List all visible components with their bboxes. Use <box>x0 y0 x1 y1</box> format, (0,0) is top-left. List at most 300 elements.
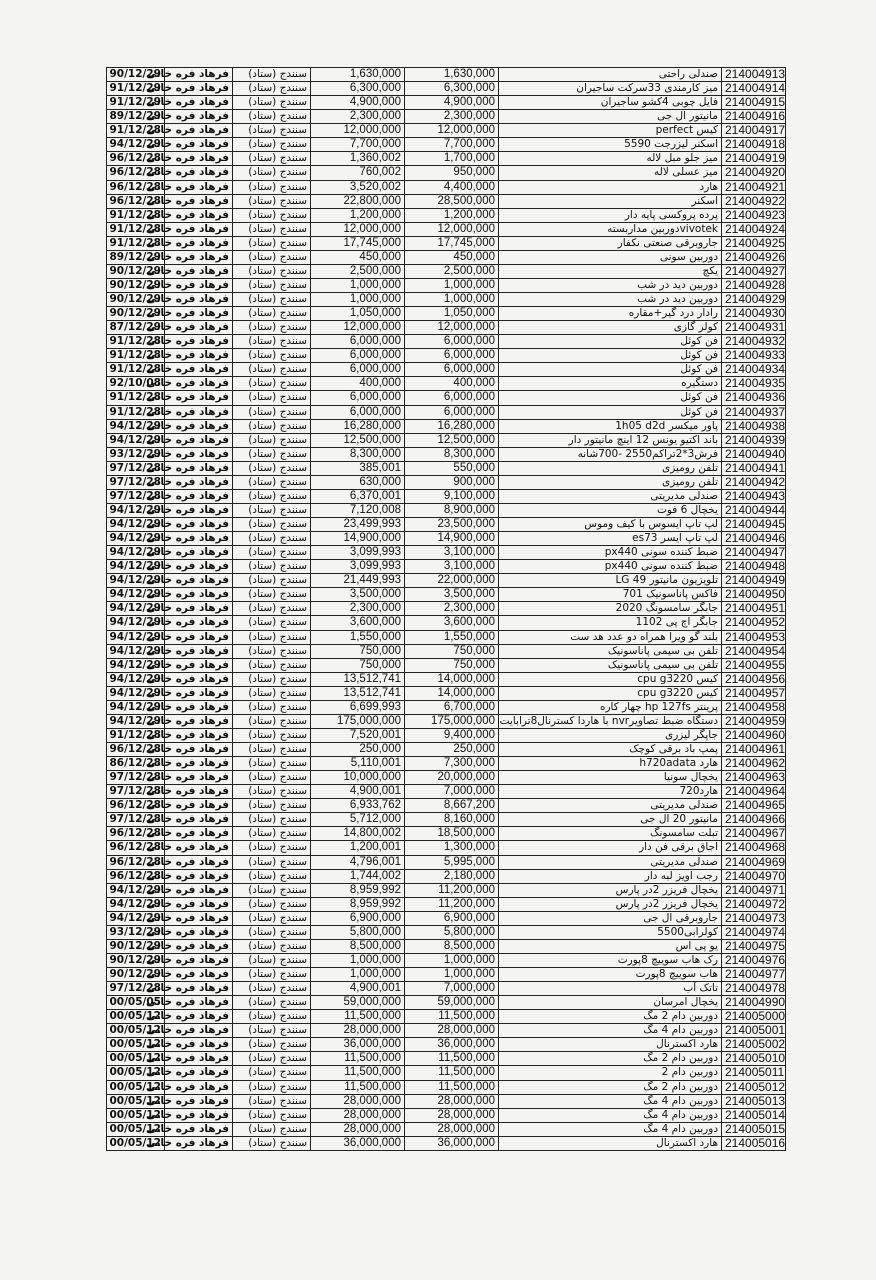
location-cell: سنندج (ستاد) <box>233 180 311 194</box>
location-cell: سنندج (ستاد) <box>233 503 311 517</box>
custodian-cell: فرهاد فره خانی <box>165 757 233 771</box>
purchase-value-cell: 550,000 <box>405 461 499 475</box>
table-row <box>107 925 786 939</box>
custodian-cell: فرهاد فره خانی <box>165 869 233 883</box>
acquisition-date-cell: 97/12/28 <box>107 475 165 489</box>
location-cell: سنندج (ستاد) <box>233 841 311 855</box>
custodian-cell: فرهاد فره خانی <box>165 953 233 967</box>
asset-register-sheet <box>106 67 785 1151</box>
description-cell: تلفن رومیزی <box>499 461 722 475</box>
book-value-cell: 36,000,000 <box>311 1136 405 1150</box>
custodian-cell: فرهاد فره خانی <box>165 1038 233 1052</box>
custodian-cell: فرهاد فره خانی <box>165 546 233 560</box>
description-cell: تلفن رومیزی <box>499 475 722 489</box>
location-cell: سنندج (ستاد) <box>233 883 311 897</box>
location-cell: سنندج (ستاد) <box>233 377 311 391</box>
location-cell: سنندج (ستاد) <box>233 799 311 813</box>
acquisition-date-cell: 90/12/29 <box>107 307 165 321</box>
table-row <box>107 489 786 503</box>
asset-code-cell: 214004948 <box>722 560 786 574</box>
book-value-cell: 6,000,000 <box>311 391 405 405</box>
table-row <box>107 250 786 264</box>
location-cell: سنندج (ستاد) <box>233 686 311 700</box>
description-cell: هارد اکسترنال <box>499 1038 722 1052</box>
asset-code-cell: 214004933 <box>722 349 786 363</box>
asset-code-cell: 214004930 <box>722 307 786 321</box>
description-cell: تلفن بی سیمی پاناسونیک <box>499 644 722 658</box>
book-value-cell: 2,500,000 <box>311 264 405 278</box>
acquisition-date-cell: 97/12/28 <box>107 982 165 996</box>
book-value-cell: 17,745,000 <box>311 236 405 250</box>
table-row <box>107 869 786 883</box>
asset-code-cell: 214004929 <box>722 293 786 307</box>
location-cell: سنندج (ستاد) <box>233 68 311 82</box>
book-value-cell: 1,000,000 <box>311 278 405 292</box>
acquisition-date-cell: 96/12/28 <box>107 743 165 757</box>
custodian-cell: فرهاد فره خانی <box>165 658 233 672</box>
custodian-cell: فرهاد فره خانی <box>165 419 233 433</box>
custodian-cell: فرهاد فره خانی <box>165 152 233 166</box>
asset-code-cell: 214004945 <box>722 518 786 532</box>
custodian-cell: فرهاد فره خانی <box>165 489 233 503</box>
custodian-cell: فرهاد فره خانی <box>165 335 233 349</box>
book-value-cell: 1,050,000 <box>311 307 405 321</box>
book-value-cell: 5,712,000 <box>311 813 405 827</box>
asset-code-cell: 214004947 <box>722 546 786 560</box>
asset-code-cell: 214004971 <box>722 883 786 897</box>
description-cell: دوربین دام 4 مگ <box>499 1094 722 1108</box>
asset-code-cell: 214004967 <box>722 827 786 841</box>
table-row <box>107 180 786 194</box>
custodian-cell: فرهاد فره خانی <box>165 138 233 152</box>
custodian-cell: فرهاد فره خانی <box>165 391 233 405</box>
location-cell: سنندج (ستاد) <box>233 391 311 405</box>
location-cell: سنندج (ستاد) <box>233 897 311 911</box>
description-cell: اجاق برقی فن دار <box>499 841 722 855</box>
description-cell: دستگاه ضبط تصاویرnvr با هاردا کسترنال8ترابایت <box>499 714 722 728</box>
purchase-value-cell: 7,700,000 <box>405 138 499 152</box>
table-row <box>107 644 786 658</box>
location-cell: سنندج (ستاد) <box>233 1066 311 1080</box>
table-row <box>107 911 786 925</box>
location-cell: سنندج (ستاد) <box>233 855 311 869</box>
table-row <box>107 264 786 278</box>
custodian-cell: فرهاد فره خانی <box>165 827 233 841</box>
book-value-cell: 12,000,000 <box>311 222 405 236</box>
asset-code-cell: 214004940 <box>722 447 786 461</box>
table-row <box>107 1052 786 1066</box>
location-cell: سنندج (ستاد) <box>233 714 311 728</box>
description-cell: جاروبرقی صنعتی نکفار <box>499 236 722 250</box>
location-cell: سنندج (ستاد) <box>233 658 311 672</box>
book-value-cell: 6,000,000 <box>311 349 405 363</box>
description-cell: دوربین دام 2 مگ <box>499 1010 722 1024</box>
custodian-cell: فرهاد فره خانی <box>165 785 233 799</box>
asset-code-cell: 214004990 <box>722 996 786 1010</box>
book-value-cell: 13,512,741 <box>311 672 405 686</box>
purchase-value-cell: 12,000,000 <box>405 321 499 335</box>
book-value-cell: 8,300,000 <box>311 447 405 461</box>
description-cell: رجب اویز لبه دار <box>499 869 722 883</box>
book-value-cell: 11,500,000 <box>311 1052 405 1066</box>
asset-code-cell: 214004970 <box>722 869 786 883</box>
description-cell: دوربین دام 4 مگ <box>499 1122 722 1136</box>
description-cell: ضبط کننده سونی px440 <box>499 546 722 560</box>
location-cell: سنندج (ستاد) <box>233 968 311 982</box>
custodian-cell: فرهاد فره خانی <box>165 1052 233 1066</box>
purchase-value-cell: 11,500,000 <box>405 1052 499 1066</box>
description-cell: پاور میکسر 1h05 d2d <box>499 419 722 433</box>
book-value-cell: 6,900,000 <box>311 911 405 925</box>
asset-code-cell: 214004953 <box>722 630 786 644</box>
location-cell: سنندج (ستاد) <box>233 475 311 489</box>
asset-code-cell: 214005013 <box>722 1094 786 1108</box>
custodian-cell: فرهاد فره خانی <box>165 236 233 250</box>
description-cell: میز جلو مبل لاله <box>499 152 722 166</box>
book-value-cell: 7,700,000 <box>311 138 405 152</box>
description-cell: تاتک آب <box>499 982 722 996</box>
description-cell: فاکس پاناسونیک 701 <box>499 588 722 602</box>
description-cell: اسکنر لیزرجت 5590 <box>499 138 722 152</box>
table-row <box>107 110 786 124</box>
book-value-cell: 14,800,002 <box>311 827 405 841</box>
book-value-cell: 21,449,993 <box>311 574 405 588</box>
custodian-cell: فرهاد فره خانی <box>165 855 233 869</box>
purchase-value-cell: 2,180,000 <box>405 869 499 883</box>
description-cell: اسکنر <box>499 194 722 208</box>
custodian-cell: فرهاد فره خانی <box>165 1066 233 1080</box>
purchase-value-cell: 20,000,000 <box>405 771 499 785</box>
acquisition-date-cell: 97/12/28 <box>107 813 165 827</box>
purchase-value-cell: 6,000,000 <box>405 391 499 405</box>
table-row <box>107 588 786 602</box>
purchase-value-cell: 1,000,000 <box>405 293 499 307</box>
asset-code-cell: 214004935 <box>722 377 786 391</box>
asset-code-cell: 214004916 <box>722 110 786 124</box>
purchase-value-cell: 750,000 <box>405 658 499 672</box>
book-value-cell: 1,000,000 <box>311 293 405 307</box>
custodian-cell: فرهاد فره خانی <box>165 1080 233 1094</box>
description-cell: کیس cpu g3220 <box>499 672 722 686</box>
asset-code-cell: 214004944 <box>722 503 786 517</box>
description-cell: لپ تاپ ایسوس با کیف وموس <box>499 518 722 532</box>
book-value-cell: 28,000,000 <box>311 1094 405 1108</box>
location-cell: سنندج (ستاد) <box>233 1024 311 1038</box>
location-cell: سنندج (ستاد) <box>233 728 311 742</box>
table-row <box>107 335 786 349</box>
location-cell: سنندج (ستاد) <box>233 546 311 560</box>
book-value-cell: 12,500,000 <box>311 433 405 447</box>
book-value-cell: 3,500,000 <box>311 588 405 602</box>
table-row <box>107 433 786 447</box>
asset-code-cell: 214004961 <box>722 743 786 757</box>
asset-code-cell: 214004913 <box>722 68 786 82</box>
location-cell: سنندج (ستاد) <box>233 264 311 278</box>
table-row <box>107 827 786 841</box>
acquisition-date-cell: 94/12/29 <box>107 518 165 532</box>
description-cell: کولرابی5500 <box>499 925 722 939</box>
acquisition-date-cell: 86/12/28 <box>107 757 165 771</box>
location-cell: سنندج (ستاد) <box>233 419 311 433</box>
purchase-value-cell: 950,000 <box>405 166 499 180</box>
description-cell: فن کوئل <box>499 405 722 419</box>
table-row <box>107 419 786 433</box>
custodian-cell: فرهاد فره خانی <box>165 700 233 714</box>
table-row <box>107 461 786 475</box>
purchase-value-cell: 11,500,000 <box>405 1080 499 1094</box>
acquisition-date-cell: 00/05/12 <box>107 1136 165 1150</box>
book-value-cell: 8,500,000 <box>311 939 405 953</box>
asset-code-cell: 214004974 <box>722 925 786 939</box>
table-row <box>107 728 786 742</box>
book-value-cell: 28,000,000 <box>311 1024 405 1038</box>
custodian-cell: فرهاد فره خانی <box>165 208 233 222</box>
custodian-cell: فرهاد فره خانی <box>165 124 233 138</box>
table-row <box>107 771 786 785</box>
table-row <box>107 377 786 391</box>
book-value-cell: 22,800,000 <box>311 194 405 208</box>
table-row <box>107 1024 786 1038</box>
acquisition-date-cell: 92/10/08 <box>107 377 165 391</box>
asset-code-cell: 214004951 <box>722 602 786 616</box>
description-cell: هارد720 <box>499 785 722 799</box>
acquisition-date-cell: 94/12/29 <box>107 433 165 447</box>
location-cell: سنندج (ستاد) <box>233 757 311 771</box>
custodian-cell: فرهاد فره خانی <box>165 68 233 82</box>
book-value-cell: 11,500,000 <box>311 1080 405 1094</box>
asset-code-cell: 214004950 <box>722 588 786 602</box>
location-cell: سنندج (ستاد) <box>233 349 311 363</box>
purchase-value-cell: 28,000,000 <box>405 1094 499 1108</box>
book-value-cell: 6,300,000 <box>311 82 405 96</box>
acquisition-date-cell: 94/12/29 <box>107 138 165 152</box>
asset-code-cell: 214004959 <box>722 714 786 728</box>
book-value-cell: 1,000,000 <box>311 953 405 967</box>
purchase-value-cell: 400,000 <box>405 377 499 391</box>
purchase-value-cell: 36,000,000 <box>405 1136 499 1150</box>
purchase-value-cell: 1,200,000 <box>405 208 499 222</box>
description-cell: دوربین دام 4 مگ <box>499 1108 722 1122</box>
location-cell: سنندج (ستاد) <box>233 869 311 883</box>
table-row <box>107 166 786 180</box>
asset-code-cell: 214005012 <box>722 1080 786 1094</box>
description-cell: فن کوئل <box>499 349 722 363</box>
acquisition-date-cell: 94/12/29 <box>107 883 165 897</box>
location-cell: سنندج (ستاد) <box>233 644 311 658</box>
acquisition-date-cell: 97/12/28 <box>107 785 165 799</box>
acquisition-date-cell: 00/05/12 <box>107 1066 165 1080</box>
location-cell: سنندج (ستاد) <box>233 911 311 925</box>
table-row <box>107 714 786 728</box>
custodian-cell: فرهاد فره خانی <box>165 813 233 827</box>
custodian-cell: فرهاد فره خانی <box>165 363 233 377</box>
description-cell: یخچال فریزر 2در پارس <box>499 883 722 897</box>
acquisition-date-cell: 91/12/28 <box>107 391 165 405</box>
table-row <box>107 96 786 110</box>
purchase-value-cell: 11,500,000 <box>405 1010 499 1024</box>
purchase-value-cell: 2,500,000 <box>405 264 499 278</box>
book-value-cell: 1,200,001 <box>311 841 405 855</box>
table-row <box>107 307 786 321</box>
table-row <box>107 658 786 672</box>
description-cell: کیس cpu g3220 <box>499 686 722 700</box>
asset-code-cell: 214004975 <box>722 939 786 953</box>
location-cell: سنندج (ستاد) <box>233 489 311 503</box>
asset-code-cell: 214004968 <box>722 841 786 855</box>
description-cell: میز کارمندی 33سرکت ساجیران <box>499 82 722 96</box>
description-cell: تبلت سامسونگ <box>499 827 722 841</box>
description-cell: یکچ <box>499 264 722 278</box>
asset-code-cell: 214004925 <box>722 236 786 250</box>
purchase-value-cell: 250,000 <box>405 743 499 757</box>
table-row <box>107 686 786 700</box>
book-value-cell: 28,000,000 <box>311 1108 405 1122</box>
description-cell: یخچال سونیا <box>499 771 722 785</box>
description-cell: مانیتور ال جی <box>499 110 722 124</box>
book-value-cell: 59,000,000 <box>311 996 405 1010</box>
description-cell: دوربین دام 4 مگ <box>499 1024 722 1038</box>
custodian-cell: فرهاد فره خانی <box>165 222 233 236</box>
purchase-value-cell: 6,000,000 <box>405 405 499 419</box>
location-cell: سنندج (ستاد) <box>233 405 311 419</box>
table-row <box>107 574 786 588</box>
asset-code-cell: 214004938 <box>722 419 786 433</box>
location-cell: سنندج (ستاد) <box>233 250 311 264</box>
asset-code-cell: 214004923 <box>722 208 786 222</box>
purchase-value-cell: 6,000,000 <box>405 349 499 363</box>
location-cell: سنندج (ستاد) <box>233 166 311 180</box>
asset-code-cell: 214004966 <box>722 813 786 827</box>
acquisition-date-cell: 93/12/29 <box>107 925 165 939</box>
table-row <box>107 939 786 953</box>
acquisition-date-cell: 94/12/29 <box>107 658 165 672</box>
purchase-value-cell: 900,000 <box>405 475 499 489</box>
table-row <box>107 560 786 574</box>
location-cell: سنندج (ستاد) <box>233 236 311 250</box>
book-value-cell: 14,900,000 <box>311 532 405 546</box>
table-row <box>107 799 786 813</box>
acquisition-date-cell: 96/12/28 <box>107 841 165 855</box>
acquisition-date-cell: 89/12/29 <box>107 250 165 264</box>
acquisition-date-cell: 90/12/29 <box>107 68 165 82</box>
description-cell: پرده پروکسی پایه دار <box>499 208 722 222</box>
book-value-cell: 28,000,000 <box>311 1122 405 1136</box>
custodian-cell: فرهاد فره خانی <box>165 686 233 700</box>
book-value-cell: 2,300,000 <box>311 110 405 124</box>
table-row <box>107 391 786 405</box>
asset-code-cell: 214004915 <box>722 96 786 110</box>
description-cell: فن کوئل <box>499 335 722 349</box>
acquisition-date-cell: 94/12/29 <box>107 616 165 630</box>
table-row <box>107 743 786 757</box>
acquisition-date-cell: 94/12/29 <box>107 560 165 574</box>
custodian-cell: فرهاد فره خانی <box>165 503 233 517</box>
purchase-value-cell: 1,550,000 <box>405 630 499 644</box>
purchase-value-cell: 9,400,000 <box>405 728 499 742</box>
acquisition-date-cell: 94/12/29 <box>107 686 165 700</box>
book-value-cell: 385,001 <box>311 461 405 475</box>
description-cell: فن کوئل <box>499 363 722 377</box>
acquisition-date-cell: 91/12/28 <box>107 728 165 742</box>
acquisition-date-cell: 90/12/29 <box>107 264 165 278</box>
table-row <box>107 616 786 630</box>
book-value-cell: 4,900,001 <box>311 785 405 799</box>
asset-code-cell: 214004977 <box>722 968 786 982</box>
purchase-value-cell: 7,000,000 <box>405 982 499 996</box>
asset-code-cell: 214005015 <box>722 1122 786 1136</box>
location-cell: سنندج (ستاد) <box>233 278 311 292</box>
acquisition-date-cell: 00/05/12 <box>107 1080 165 1094</box>
acquisition-date-cell: 96/12/28 <box>107 855 165 869</box>
purchase-value-cell: 1,630,000 <box>405 68 499 82</box>
table-row <box>107 363 786 377</box>
description-cell: دوربین دید در شب <box>499 293 722 307</box>
table-row <box>107 883 786 897</box>
table-row <box>107 503 786 517</box>
asset-code-cell: 214004926 <box>722 250 786 264</box>
acquisition-date-cell: 00/05/12 <box>107 1052 165 1066</box>
location-cell: سنندج (ستاد) <box>233 433 311 447</box>
custodian-cell: فرهاد فره خانی <box>165 743 233 757</box>
location-cell: سنندج (ستاد) <box>233 363 311 377</box>
purchase-value-cell: 28,000,000 <box>405 1108 499 1122</box>
custodian-cell: فرهاد فره خانی <box>165 405 233 419</box>
book-value-cell: 630,000 <box>311 475 405 489</box>
purchase-value-cell: 5,995,000 <box>405 855 499 869</box>
table-row <box>107 1080 786 1094</box>
table-row <box>107 953 786 967</box>
location-cell: سنندج (ستاد) <box>233 1136 311 1150</box>
location-cell: سنندج (ستاد) <box>233 560 311 574</box>
purchase-value-cell: 6,900,000 <box>405 911 499 925</box>
purchase-value-cell: 28,000,000 <box>405 1024 499 1038</box>
acquisition-date-cell: 94/12/29 <box>107 911 165 925</box>
acquisition-date-cell: 94/12/29 <box>107 630 165 644</box>
description-cell: مانیتور 20 ال جی <box>499 813 722 827</box>
location-cell: سنندج (ستاد) <box>233 138 311 152</box>
table-row <box>107 208 786 222</box>
acquisition-date-cell: 90/12/29 <box>107 293 165 307</box>
location-cell: سنندج (ستاد) <box>233 1080 311 1094</box>
purchase-value-cell: 14,000,000 <box>405 686 499 700</box>
description-cell: دوربین دام 2 مگ <box>499 1080 722 1094</box>
custodian-cell: فرهاد فره خانی <box>165 180 233 194</box>
purchase-value-cell: 3,500,000 <box>405 588 499 602</box>
custodian-cell: فرهاد فره خانی <box>165 714 233 728</box>
asset-code-cell: 214004919 <box>722 152 786 166</box>
book-value-cell: 750,000 <box>311 644 405 658</box>
table-row <box>107 1038 786 1052</box>
custodian-cell: فرهاد فره خانی <box>165 307 233 321</box>
custodian-cell: فرهاد فره خانی <box>165 982 233 996</box>
acquisition-date-cell: 91/12/28 <box>107 405 165 419</box>
custodian-cell: فرهاد فره خانی <box>165 616 233 630</box>
description-cell: یخچال 6 فوت <box>499 503 722 517</box>
table-row <box>107 1094 786 1108</box>
asset-code-cell: 214004963 <box>722 771 786 785</box>
acquisition-date-cell: 91/12/29 <box>107 82 165 96</box>
acquisition-date-cell: 91/12/28 <box>107 236 165 250</box>
acquisition-date-cell: 94/12/29 <box>107 602 165 616</box>
book-value-cell: 7,120,008 <box>311 503 405 517</box>
description-cell: vivotekدوربین مداربسته <box>499 222 722 236</box>
custodian-cell: فرهاد فره خانی <box>165 96 233 110</box>
custodian-cell: فرهاد فره خانی <box>165 996 233 1010</box>
acquisition-date-cell: 96/12/28 <box>107 152 165 166</box>
acquisition-date-cell: 96/12/28 <box>107 799 165 813</box>
book-value-cell: 8,959,992 <box>311 883 405 897</box>
location-cell: سنندج (ستاد) <box>233 110 311 124</box>
